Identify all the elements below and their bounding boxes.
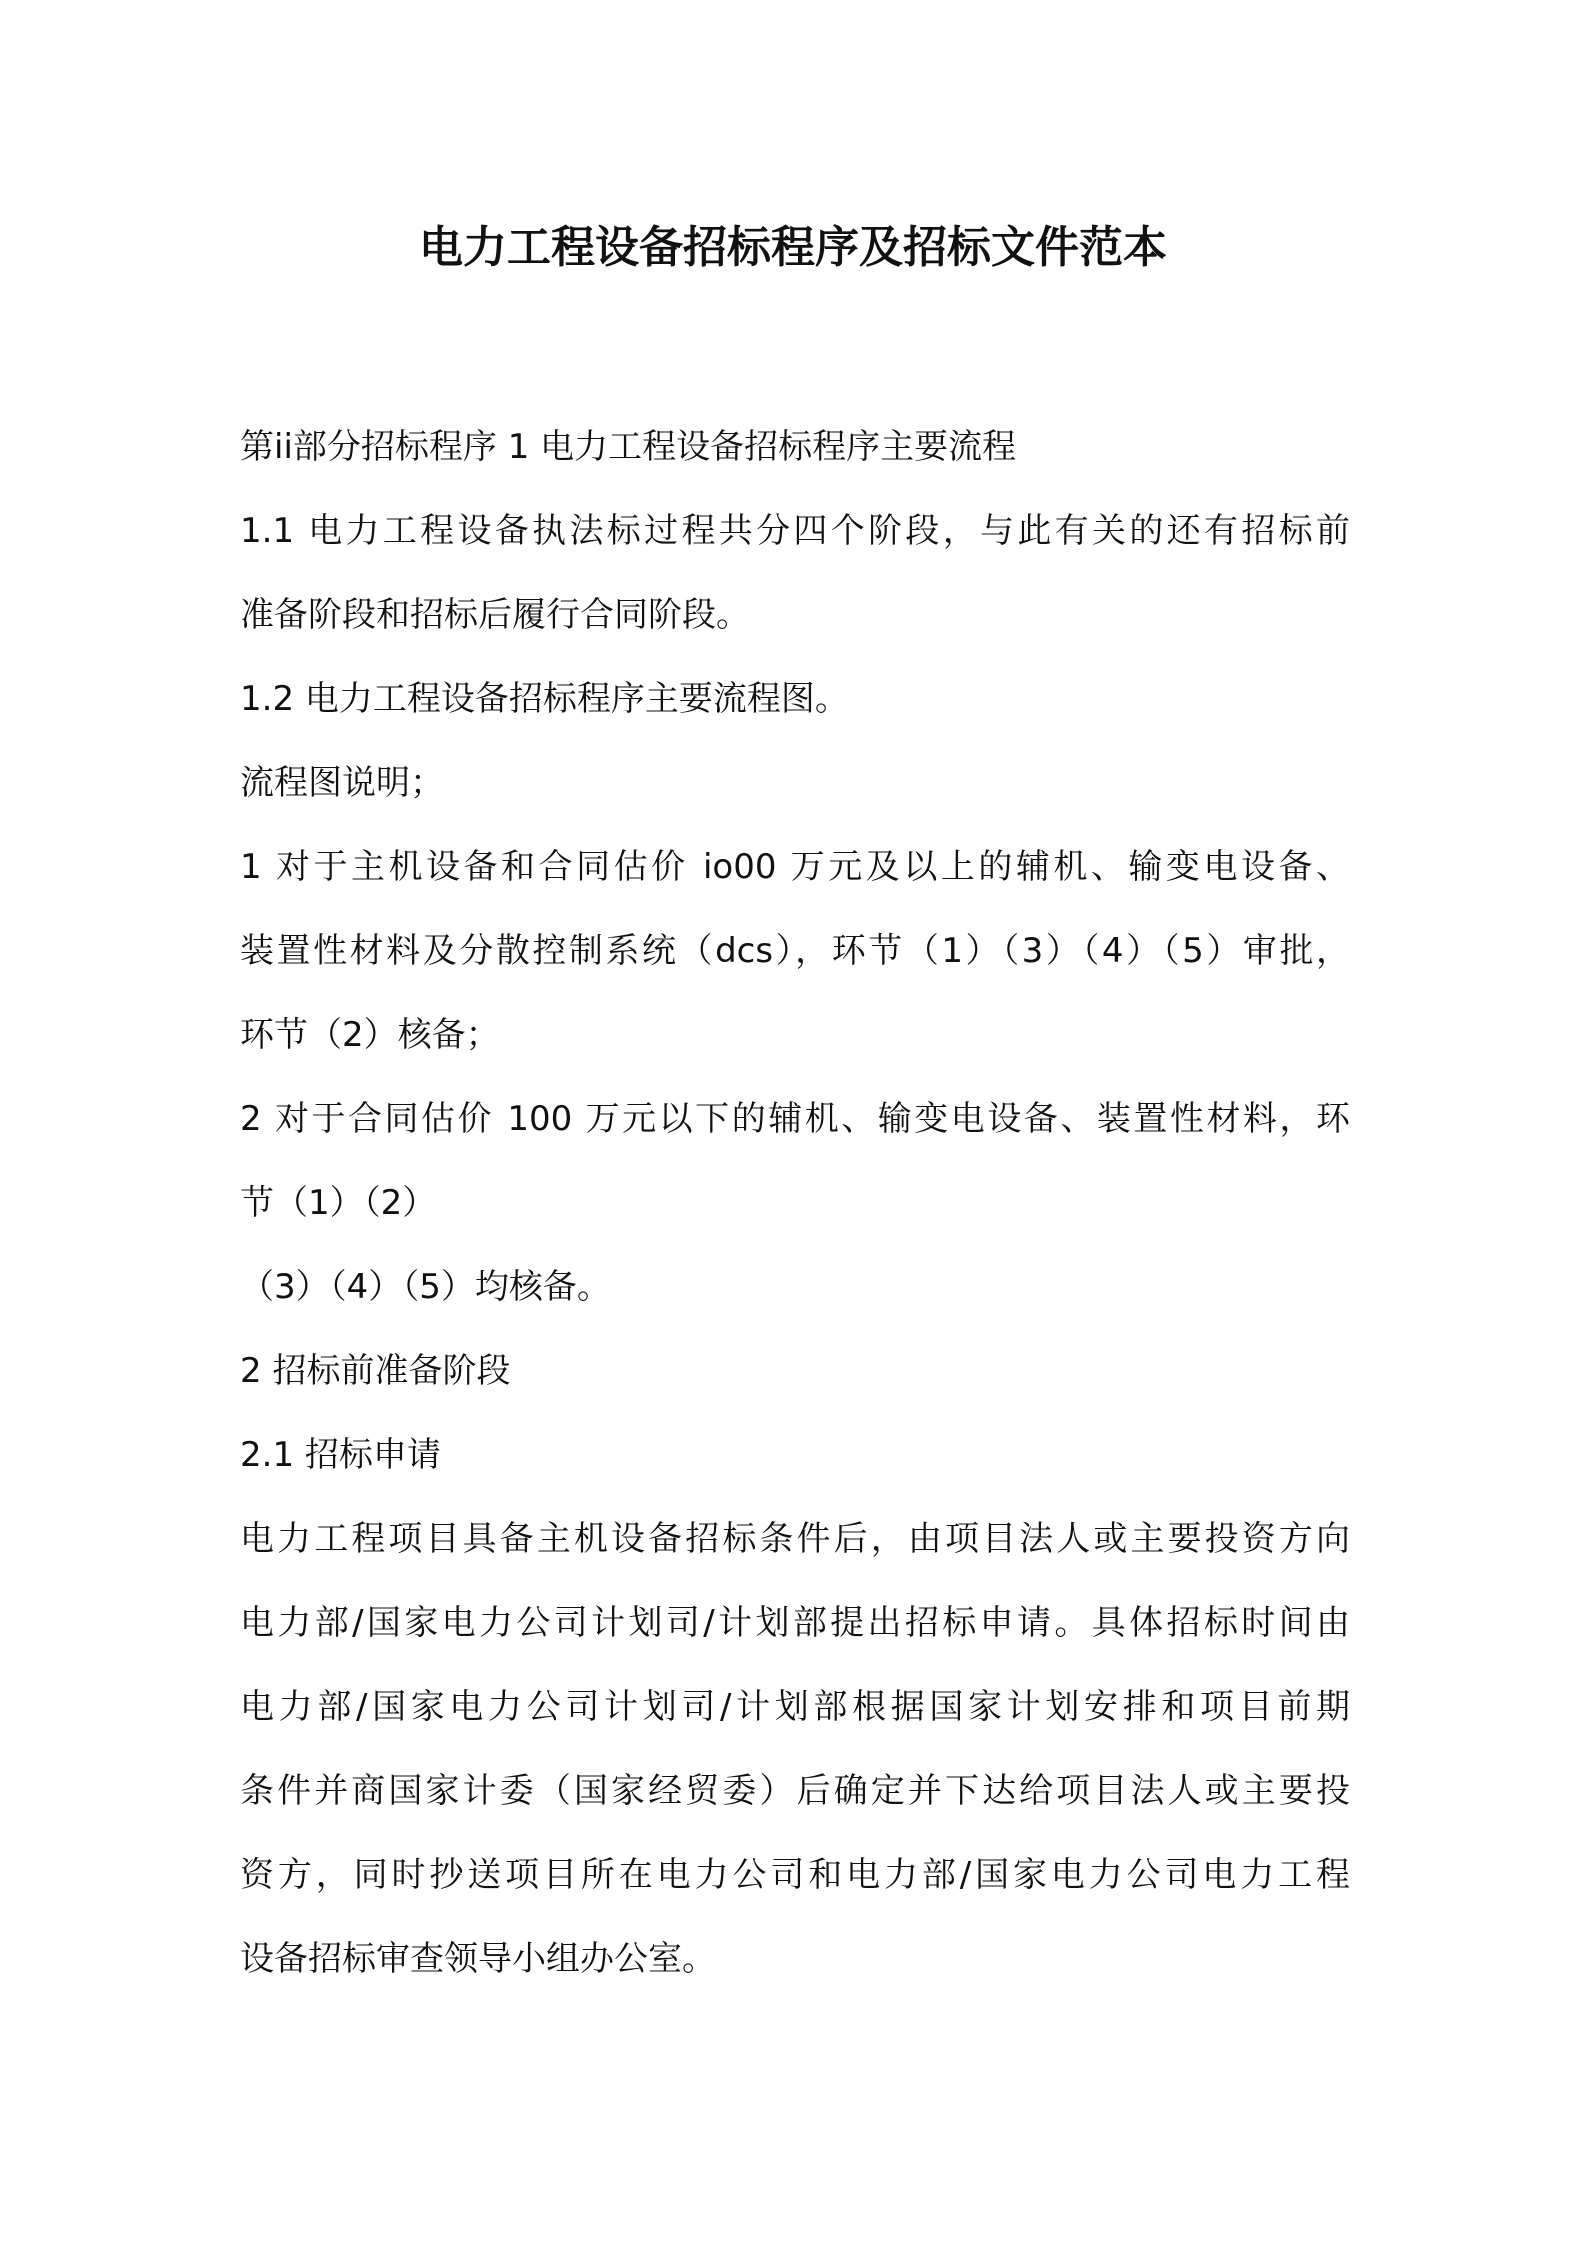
paragraph-line: 1.2 电力工程设备招标程序主要流程图。: [240, 679, 849, 719]
paragraph-line: 电力工程项目具备主机设备招标条件后，由项目法人或主要投资方向: [240, 1519, 1350, 1559]
paragraph-line: 准备阶段和招标后履行合同阶段。: [240, 595, 750, 635]
subsection-heading: 2.1 招标申请: [240, 1435, 441, 1475]
paragraph-line: 环节（2）核备；: [240, 1015, 500, 1055]
document-body: [240, 405, 1350, 2001]
section-heading: 2 招标前准备阶段: [240, 1351, 511, 1391]
paragraph-line: 装置性材料及分散控制系统（dcs），环节（1）（3）（4）（5）审批，: [240, 931, 1350, 971]
paragraph-line: 2 对于合同估价 100 万元以下的辅机、输变电设备、装置性材料，环: [240, 1099, 1350, 1139]
paragraph-line: 1 对于主机设备和合同估价 io00 万元及以上的辅机、输变电设备、: [240, 847, 1350, 887]
paragraph-line: 电力部/国家电力公司计划司/计划部提出招标申请。具体招标时间由: [240, 1603, 1350, 1643]
paragraph-line: 条件并商国家计委（国家经贸委）后确定并下达给项目法人或主要投: [240, 1771, 1350, 1811]
paragraph-line: （3）（4）（5）均核备。: [240, 1267, 611, 1307]
paragraph-line: 资方，同时抄送项目所在电力公司和电力部/国家电力公司电力工程: [240, 1855, 1350, 1895]
paragraph-line: 节（1）（2）: [240, 1183, 437, 1223]
document-title: 电力工程设备招标程序及招标文件范本: [419, 222, 1167, 273]
paragraph-line: 设备招标审查领导小组办公室。: [240, 1939, 716, 1979]
paragraph-line: 1.1 电力工程设备执法标过程共分四个阶段，与此有关的还有招标前: [240, 511, 1350, 551]
section-heading: 第ii部分招标程序 1 电力工程设备招标程序主要流程: [240, 427, 1017, 467]
paragraph-line: 流程图说明；: [240, 763, 444, 803]
paragraph-line: 电力部/国家电力公司计划司/计划部根据国家计划安排和项目前期: [240, 1687, 1350, 1727]
